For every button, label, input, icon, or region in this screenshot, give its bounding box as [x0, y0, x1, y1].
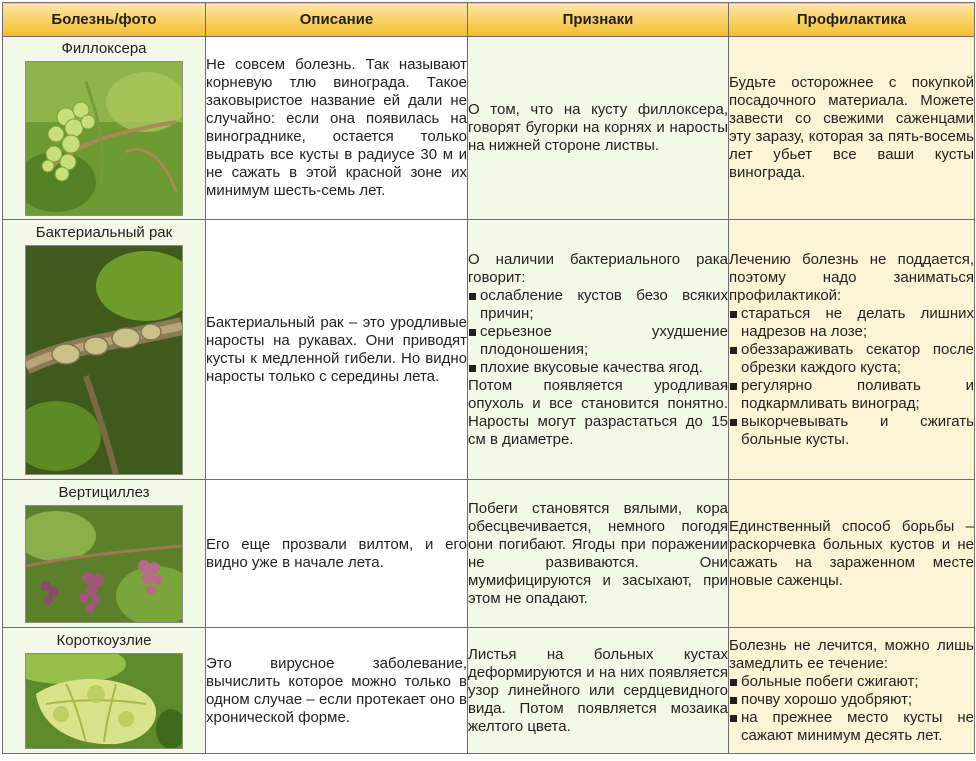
disease-name: Короткоузлие: [56, 632, 152, 649]
list-item: выкорчевывать и сжигать больные кусты.: [729, 413, 974, 449]
signs-cell: Листья на больных кустах деформируются и на них появляется узор линейного или сердцевидного вида. Потом появляется мозаика желтого цвета.: [468, 628, 729, 754]
header-disease: Болезнь/фото: [3, 3, 206, 37]
description-cell: Это вирусное заболевание, вычислить которое можно только в одном случае – если протекает оно в хронической форме.: [206, 628, 468, 754]
prevention-intro: Лечению болезнь не поддается, поэтому надо заниматься профилактикой:: [729, 250, 974, 304]
prevention-list: [729, 673, 974, 745]
table-row: [3, 37, 975, 220]
disease-cell: [3, 480, 206, 628]
verticillium-photo: [25, 505, 183, 623]
list-item: серьезное ухудшение плодоношения;: [468, 323, 728, 359]
prevention-cell: Будьте осторожнее с покупкой посадочного материала. Можете завести со свежими саженцами эту заразу, которая за пять-восемь лет убьет все ваши кусты винограда.: [729, 37, 975, 220]
header-row: [3, 3, 975, 37]
list-item: больные побеги сжигают;: [729, 673, 974, 691]
header-signs: Признаки: [468, 3, 729, 37]
disease-name: Вертициллез: [58, 484, 150, 501]
short-node-photo: [25, 653, 183, 749]
list-item: обеззараживать секатор после обрезки каждого куста;: [729, 341, 974, 377]
signs-outro: Потом появляется уродливая опухоль и все становится понятно. Наросты могут разрастаться до 15 см в диаметре.: [468, 376, 728, 448]
signs-cell: [468, 220, 729, 480]
table-row: [3, 628, 975, 754]
description-cell: Его еще прозвали вилтом, и его видно уже в начале лета.: [206, 480, 468, 628]
table-row: [3, 220, 975, 480]
disease-table: [2, 2, 975, 754]
signs-cell: О том, что на кусту филлоксера, говорят бугорки на корнях и наросты на нижней стороне листвы.: [468, 37, 729, 220]
prevention-intro: Болезнь не лечится, можно лишь замедлить ее течение:: [729, 636, 974, 672]
list-item: регулярно поливать и подкармливать виноград;: [729, 377, 974, 413]
disease-cell: [3, 628, 206, 754]
prevention-cell: [729, 220, 975, 480]
signs-intro: О наличии бактериального рака говорит:: [468, 250, 728, 286]
bacterial-cancer-photo: [25, 245, 183, 475]
table-row: [3, 480, 975, 628]
prevention-cell: Единственный способ борьбы – раскорчевка больных кустов и не сажать на зараженном месте новые саженцы.: [729, 480, 975, 628]
header-description: Описание: [206, 3, 468, 37]
description-cell: Бактериальный рак – это уродливые наросты на рукавах. Они приводят кусты к медленной гибели. Но видно наросты только с середины лета.: [206, 220, 468, 480]
signs-list: [468, 287, 728, 377]
list-item: на прежнее место кусты не сажают минимум десять лет.: [729, 709, 974, 745]
description-cell: Не совсем болезнь. Так называют корневую тлю винограда. Такое заковыристое название ей дали не случайно: если она появилась на винограднике, остается только выдрать все кусты в радиусе 30 м и не сажать в этой красной зоне их минимум шесть-семь лет.: [206, 37, 468, 220]
disease-cell: [3, 37, 206, 220]
header-prevention: Профилактика: [729, 3, 975, 37]
disease-name: Бактериальный рак: [35, 224, 173, 241]
list-item: плохие вкусовые качества ягод.: [468, 359, 728, 377]
list-item: стараться не делать лишних надрезов на лозе;: [729, 305, 974, 341]
phylloxera-photo: [25, 61, 183, 216]
list-item: почву хорошо удобряют;: [729, 691, 974, 709]
list-item: ослабление кустов безо всяких причин;: [468, 287, 728, 323]
disease-cell: [3, 220, 206, 480]
prevention-cell: [729, 628, 975, 754]
prevention-list: [729, 305, 974, 449]
disease-name: Филлоксера: [61, 40, 147, 57]
signs-cell: Побеги становятся вялыми, кора обесцвечивается, немного погодя они погибают. Ягоды при поражении не развиваются. Они мумифицируются и засыхают, при этом не опадают.: [468, 480, 729, 628]
